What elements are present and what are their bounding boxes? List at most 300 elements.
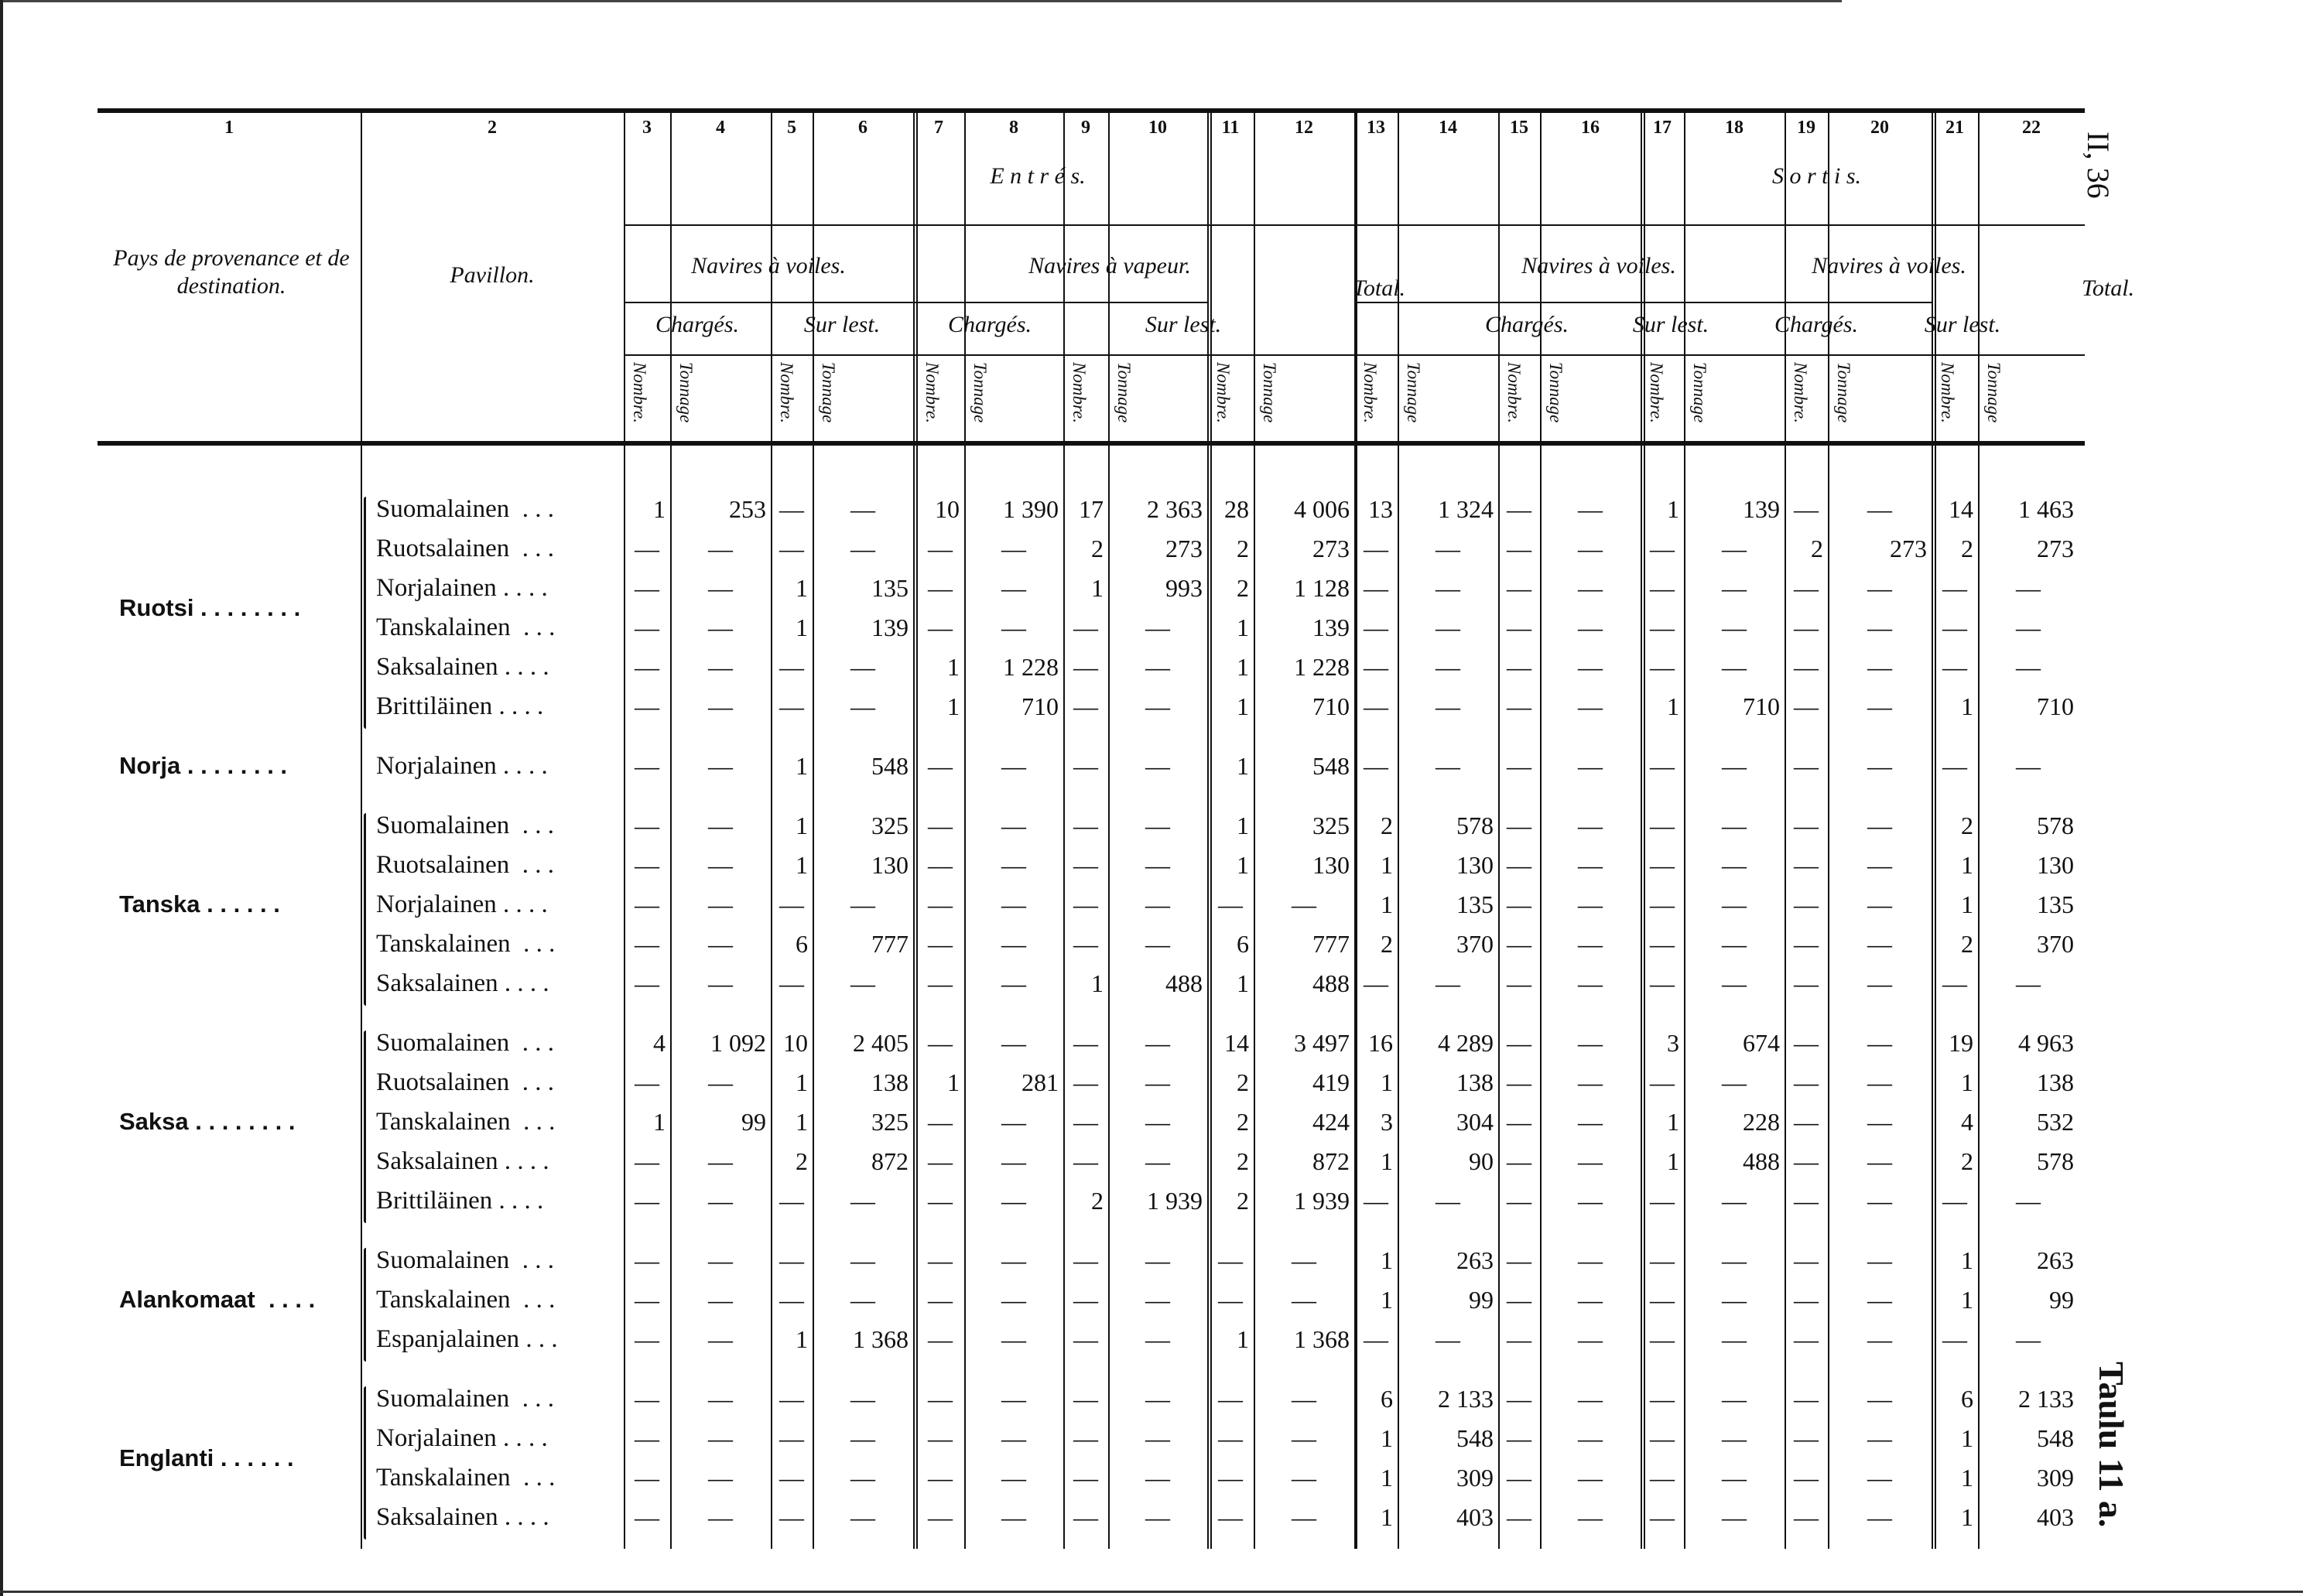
table-cell: — bbox=[1867, 1246, 1892, 1274]
table-cell: — bbox=[708, 535, 733, 562]
table-cell: — bbox=[928, 1424, 953, 1452]
table-cell: — bbox=[1867, 1068, 1892, 1096]
table-cell: 1 bbox=[653, 1108, 666, 1136]
table-cell: — bbox=[1578, 1385, 1603, 1413]
table-cell: — bbox=[1218, 890, 1243, 918]
table-cell: 135 bbox=[871, 574, 909, 602]
table-cell: — bbox=[1364, 969, 1388, 997]
table-cell: — bbox=[1073, 1246, 1098, 1274]
table-cell: 325 bbox=[871, 1108, 909, 1136]
table-cell: — bbox=[1145, 1464, 1170, 1492]
table-cell: — bbox=[1001, 969, 1026, 997]
table-cell: 2 bbox=[1961, 535, 1973, 562]
table-cell: — bbox=[850, 1503, 875, 1531]
table-cell: 548 bbox=[2037, 1424, 2074, 1452]
table-cell: — bbox=[1794, 653, 1819, 681]
table-cell: — bbox=[1507, 1464, 1531, 1492]
table-cell: 14 bbox=[1949, 495, 1973, 523]
table-cell: — bbox=[1001, 1503, 1026, 1531]
table-cell: — bbox=[2016, 969, 2041, 997]
table-cell: 548 bbox=[1312, 752, 1350, 780]
table-cell: — bbox=[1001, 1325, 1026, 1353]
column-number: 12 bbox=[1295, 118, 1313, 138]
table-cell: — bbox=[1650, 1286, 1675, 1314]
table-cell: — bbox=[1507, 851, 1531, 879]
page-edge-bottom bbox=[0, 1591, 2303, 1593]
table-label: Taulu 11 a. bbox=[2092, 1362, 2131, 1528]
table-cell: — bbox=[850, 890, 875, 918]
table-cell: 1 228 bbox=[1003, 653, 1059, 681]
table-cell: — bbox=[928, 1325, 953, 1353]
table-cell: 4 bbox=[1961, 1108, 1973, 1136]
table-cell: — bbox=[708, 1325, 733, 1353]
table-cell: 130 bbox=[871, 851, 909, 879]
table-cell: — bbox=[1507, 1286, 1531, 1314]
sortis-header: S o r t i s. bbox=[1771, 163, 1862, 189]
table-cell: — bbox=[1218, 1424, 1243, 1452]
table-cell: 1 324 bbox=[1438, 495, 1494, 523]
flag-label: Suomalainen . . . bbox=[376, 1029, 555, 1057]
table-cell: — bbox=[2016, 1325, 2041, 1353]
table-cell: 370 bbox=[1456, 930, 1494, 958]
table-cell: — bbox=[1578, 1147, 1603, 1175]
table-cell: — bbox=[1722, 1187, 1747, 1215]
table-cell: — bbox=[635, 890, 659, 918]
surlest-header-1: Sur lest. bbox=[803, 312, 881, 337]
table-cell: 488 bbox=[1312, 969, 1350, 997]
flag-column-header: Pavillon. bbox=[450, 262, 535, 288]
table-cell: 2 bbox=[1961, 1147, 1973, 1175]
table-cell: 138 bbox=[871, 1068, 909, 1096]
table-cell: — bbox=[1722, 1503, 1747, 1531]
table-cell: — bbox=[708, 969, 733, 997]
country-label: Tanska . . . . . . bbox=[119, 890, 280, 918]
table-cell: — bbox=[779, 1385, 804, 1413]
entres-header: E n t r é s. bbox=[990, 163, 1086, 189]
nombre-label: Nombre. bbox=[1504, 362, 1524, 424]
table-cell: — bbox=[1650, 1503, 1675, 1531]
table-cell: — bbox=[779, 1424, 804, 1452]
table-cell: — bbox=[928, 890, 953, 918]
column-number: 3 bbox=[642, 118, 652, 138]
table-cell: — bbox=[1218, 1246, 1243, 1274]
table-cell: — bbox=[1722, 969, 1747, 997]
table-cell: — bbox=[1578, 969, 1603, 997]
table-cell: — bbox=[1650, 1464, 1675, 1492]
charges-header-4: Chargés. bbox=[1774, 312, 1859, 337]
table-cell: — bbox=[1507, 653, 1531, 681]
table-cell: — bbox=[2016, 574, 2041, 602]
column-number: 5 bbox=[787, 118, 796, 138]
table-cell: — bbox=[1794, 1147, 1819, 1175]
column-number: 4 bbox=[716, 118, 725, 138]
table-cell: — bbox=[1001, 613, 1026, 641]
column-number: 11 bbox=[1221, 118, 1240, 138]
table-cell: 263 bbox=[2037, 1246, 2074, 1274]
table-cell: 90 bbox=[1469, 1147, 1494, 1175]
table-cell: — bbox=[1867, 1286, 1892, 1314]
table-cell: — bbox=[850, 1424, 875, 1452]
table-cell: — bbox=[1364, 692, 1388, 720]
table-cell: — bbox=[708, 574, 733, 602]
table-cell: 273 bbox=[1890, 535, 1927, 562]
table-cell: — bbox=[928, 969, 953, 997]
table-cell: — bbox=[1867, 653, 1892, 681]
group-brace bbox=[364, 1386, 366, 1540]
table-cell: — bbox=[928, 930, 953, 958]
table-cell: — bbox=[1507, 613, 1531, 641]
table-cell: — bbox=[1507, 574, 1531, 602]
table-cell: 19 bbox=[1949, 1029, 1973, 1057]
table-cell: — bbox=[850, 495, 875, 523]
table-cell: — bbox=[635, 1325, 659, 1353]
table-cell: — bbox=[1578, 1424, 1603, 1452]
table-cell: — bbox=[635, 613, 659, 641]
table-cell: 1 bbox=[796, 812, 808, 839]
page-label: II, 36 bbox=[2081, 132, 2116, 199]
table-cell: 135 bbox=[1456, 890, 1494, 918]
table-cell: — bbox=[635, 535, 659, 562]
nombre-label: Nombre. bbox=[1360, 362, 1380, 424]
table-cell: — bbox=[1650, 653, 1675, 681]
table-cell: — bbox=[1650, 1068, 1675, 1096]
table-cell: — bbox=[1794, 890, 1819, 918]
column-number: 22 bbox=[2022, 118, 2041, 138]
table-cell: — bbox=[1578, 1286, 1603, 1314]
table-cell: — bbox=[1867, 1503, 1892, 1531]
table-cell: 578 bbox=[2037, 812, 2074, 839]
table-cell: 1 128 bbox=[1294, 574, 1350, 602]
table-cell: — bbox=[1722, 574, 1747, 602]
table-cell: 263 bbox=[1456, 1246, 1494, 1274]
table-cell: — bbox=[635, 1464, 659, 1492]
table-cell: 2 bbox=[1811, 535, 1823, 562]
table-cell: — bbox=[1722, 1286, 1747, 1314]
table-cell: — bbox=[708, 851, 733, 879]
table-cell: — bbox=[708, 1187, 733, 1215]
table-cell: — bbox=[1073, 1147, 1098, 1175]
table-cell: — bbox=[1145, 613, 1170, 641]
table-cell: 777 bbox=[871, 930, 909, 958]
table-cell: — bbox=[1507, 1246, 1531, 1274]
table-cell: — bbox=[1292, 1464, 1316, 1492]
table-cell: — bbox=[1867, 495, 1892, 523]
table-cell: — bbox=[1722, 1464, 1747, 1492]
table-cell: 2 bbox=[1237, 535, 1249, 562]
table-cell: — bbox=[2016, 653, 2041, 681]
table-cell: — bbox=[1867, 969, 1892, 997]
table-cell: — bbox=[1145, 1424, 1170, 1452]
table-cell: — bbox=[1794, 1187, 1819, 1215]
table-cell: 1 bbox=[1961, 1286, 1973, 1314]
table-cell: — bbox=[1578, 613, 1603, 641]
table-cell: — bbox=[1867, 574, 1892, 602]
table-cell: — bbox=[779, 653, 804, 681]
table-cell: 1 bbox=[1381, 851, 1393, 879]
table-cell: 135 bbox=[2037, 890, 2074, 918]
table-cell: — bbox=[1145, 1385, 1170, 1413]
table-cell: — bbox=[1578, 890, 1603, 918]
table-cell: — bbox=[850, 1385, 875, 1413]
table-cell: 4 963 bbox=[2018, 1029, 2074, 1057]
table-cell: — bbox=[1942, 574, 1967, 602]
table-cell: — bbox=[1942, 752, 1967, 780]
table-cell: — bbox=[1145, 1246, 1170, 1274]
table-cell: 403 bbox=[2037, 1503, 2074, 1531]
table-cell: — bbox=[1794, 1325, 1819, 1353]
table-cell: 130 bbox=[1312, 851, 1350, 879]
table-cell: 10 bbox=[935, 495, 960, 523]
group-brace bbox=[364, 497, 366, 729]
table-cell: — bbox=[779, 692, 804, 720]
table-cell: 6 bbox=[1381, 1385, 1393, 1413]
table-cell: 4 006 bbox=[1294, 495, 1350, 523]
table-cell: — bbox=[1794, 1464, 1819, 1492]
table-cell: — bbox=[635, 1503, 659, 1531]
column-number: 20 bbox=[1870, 118, 1889, 138]
table-cell: 14 bbox=[1224, 1029, 1249, 1057]
entres-total-header: Total. bbox=[1352, 275, 1406, 301]
flag-label: Brittiläinen . . . . bbox=[376, 692, 544, 720]
table-cell: — bbox=[1145, 930, 1170, 958]
table-cell: — bbox=[1001, 1147, 1026, 1175]
flag-label: Tanskalainen . . . bbox=[376, 1464, 556, 1492]
table-cell: 2 bbox=[1237, 574, 1249, 602]
table-cell: — bbox=[1145, 653, 1170, 681]
table-cell: — bbox=[1507, 1325, 1531, 1353]
table-cell: — bbox=[1001, 851, 1026, 879]
table-cell: — bbox=[1364, 653, 1388, 681]
table-cell: — bbox=[2016, 752, 2041, 780]
header-bottom-rule bbox=[98, 441, 2085, 446]
table-cell: — bbox=[1507, 1029, 1531, 1057]
table-cell: 253 bbox=[729, 495, 766, 523]
table-cell: — bbox=[708, 1385, 733, 1413]
table-cell: 325 bbox=[871, 812, 909, 839]
table-cell: — bbox=[635, 851, 659, 879]
table-cell: 309 bbox=[2037, 1464, 2074, 1492]
table-cell: — bbox=[1073, 1424, 1098, 1452]
table-cell: — bbox=[1867, 890, 1892, 918]
table-cell: — bbox=[1867, 1108, 1892, 1136]
table-cell: — bbox=[928, 613, 953, 641]
tonnage-label: Tonnage bbox=[819, 362, 838, 423]
entres-voiles-header: Navires à voiles. bbox=[691, 253, 846, 279]
table-cell: — bbox=[1145, 1503, 1170, 1531]
table-cell: — bbox=[1722, 1325, 1747, 1353]
table-cell: — bbox=[1794, 1286, 1819, 1314]
table-cell: 325 bbox=[1312, 812, 1350, 839]
table-cell: — bbox=[1145, 752, 1170, 780]
table-cell: — bbox=[1722, 535, 1747, 562]
table-cell: — bbox=[1292, 1424, 1316, 1452]
table-cell: 138 bbox=[1456, 1068, 1494, 1096]
table-cell: — bbox=[1073, 812, 1098, 839]
table-cell: 4 bbox=[653, 1029, 666, 1057]
sortis-voiles2-header: Navires à voiles. bbox=[1812, 253, 1966, 279]
table-cell: — bbox=[1001, 930, 1026, 958]
table-cell: 488 bbox=[1165, 969, 1203, 997]
table-cell: — bbox=[928, 574, 953, 602]
table-cell: — bbox=[1942, 613, 1967, 641]
table-cell: — bbox=[928, 812, 953, 839]
table-cell: — bbox=[779, 969, 804, 997]
table-cell: 273 bbox=[1312, 535, 1350, 562]
table-cell: — bbox=[850, 1187, 875, 1215]
table-cell: — bbox=[1650, 930, 1675, 958]
table-cell: — bbox=[635, 692, 659, 720]
table-cell: — bbox=[1507, 812, 1531, 839]
table-cell: 532 bbox=[2037, 1108, 2074, 1136]
table-cell: — bbox=[1650, 574, 1675, 602]
table-cell: 2 bbox=[1237, 1068, 1249, 1096]
table-cell: — bbox=[1794, 613, 1819, 641]
table-cell: — bbox=[779, 535, 804, 562]
table-cell: — bbox=[635, 1424, 659, 1452]
table-cell: — bbox=[1364, 613, 1388, 641]
tonnage-label: Tonnage bbox=[1690, 362, 1709, 423]
table-cell: — bbox=[1073, 1503, 1098, 1531]
table-cell: — bbox=[1364, 752, 1388, 780]
table-cell: — bbox=[1578, 1503, 1603, 1531]
table-cell: 4 289 bbox=[1438, 1029, 1494, 1057]
flag-label: Saksalainen . . . . bbox=[376, 1147, 549, 1175]
table-cell: 6 bbox=[796, 930, 808, 958]
table-cell: 309 bbox=[1456, 1464, 1494, 1492]
table-cell: 419 bbox=[1312, 1068, 1350, 1096]
table-cell: — bbox=[1578, 574, 1603, 602]
table-cell: — bbox=[1073, 1068, 1098, 1096]
table-cell: — bbox=[1867, 752, 1892, 780]
table-cell: — bbox=[1001, 1385, 1026, 1413]
table-cell: — bbox=[779, 890, 804, 918]
table-cell: — bbox=[1145, 812, 1170, 839]
surlest-header-2: Sur lest. bbox=[1145, 312, 1222, 337]
table-cell: — bbox=[1436, 752, 1460, 780]
table-cell: — bbox=[635, 1286, 659, 1314]
table-cell: 1 bbox=[796, 752, 808, 780]
table-cell: — bbox=[1292, 1503, 1316, 1531]
table-cell: 1 bbox=[796, 1068, 808, 1096]
table-cell: — bbox=[635, 752, 659, 780]
table-cell: — bbox=[1364, 1187, 1388, 1215]
table-cell: — bbox=[1507, 535, 1531, 562]
table-cell: — bbox=[1578, 1246, 1603, 1274]
table-cell: 1 bbox=[1091, 969, 1104, 997]
table-cell: — bbox=[1578, 1187, 1603, 1215]
column-number: 17 bbox=[1653, 118, 1672, 138]
table-cell: 1 bbox=[1237, 692, 1249, 720]
table-cell: — bbox=[1001, 1464, 1026, 1492]
table-cell: — bbox=[1794, 1424, 1819, 1452]
table-cell: — bbox=[1794, 574, 1819, 602]
table-cell: 1 bbox=[796, 1325, 808, 1353]
table-cell: 2 bbox=[1381, 812, 1393, 839]
table-cell: — bbox=[1650, 969, 1675, 997]
table-cell: 1 463 bbox=[2018, 495, 2074, 523]
table-cell: — bbox=[1001, 1246, 1026, 1274]
table-cell: 1 bbox=[1961, 1464, 1973, 1492]
table-cell: — bbox=[928, 1464, 953, 1492]
table-cell: — bbox=[1507, 969, 1531, 997]
table-cell: 1 bbox=[1381, 1424, 1393, 1452]
table-cell: — bbox=[1578, 495, 1603, 523]
table-cell: — bbox=[1867, 613, 1892, 641]
table-cell: — bbox=[1001, 890, 1026, 918]
table-cell: 2 bbox=[1961, 930, 1973, 958]
table-cell: 1 bbox=[653, 495, 666, 523]
table-cell: — bbox=[1867, 930, 1892, 958]
table-cell: — bbox=[1001, 1029, 1026, 1057]
table-cell: — bbox=[779, 1464, 804, 1492]
table-cell: 2 bbox=[1381, 930, 1393, 958]
column-number: 18 bbox=[1725, 118, 1744, 138]
table-cell: 1 bbox=[1381, 1068, 1393, 1096]
table-cell: — bbox=[850, 969, 875, 997]
table-cell: — bbox=[708, 890, 733, 918]
table-cell: — bbox=[1507, 1187, 1531, 1215]
table-cell: — bbox=[850, 1464, 875, 1492]
table-cell: 1 390 bbox=[1003, 495, 1059, 523]
table-cell: — bbox=[1794, 752, 1819, 780]
column-number: 15 bbox=[1510, 118, 1528, 138]
table-cell: 1 bbox=[1961, 1068, 1973, 1096]
table-cell: 1 368 bbox=[853, 1325, 909, 1353]
table-cell: — bbox=[1364, 535, 1388, 562]
table-cell: — bbox=[850, 1286, 875, 1314]
flag-label: Norjalainen . . . . bbox=[376, 890, 548, 918]
table-cell: — bbox=[1364, 574, 1388, 602]
table-cell: — bbox=[928, 1286, 953, 1314]
tonnage-label: Tonnage bbox=[1404, 362, 1423, 423]
table-cell: — bbox=[850, 653, 875, 681]
table-cell: — bbox=[708, 752, 733, 780]
table-cell: — bbox=[1794, 692, 1819, 720]
charges-header-2: Chargés. bbox=[947, 312, 1032, 337]
table-cell: — bbox=[1867, 1187, 1892, 1215]
table-cell: 403 bbox=[1456, 1503, 1494, 1531]
table-cell: 578 bbox=[1456, 812, 1494, 839]
table-cell: — bbox=[1507, 1108, 1531, 1136]
table-cell: 1 bbox=[796, 851, 808, 879]
table-cell: — bbox=[779, 1286, 804, 1314]
table-cell: 2 bbox=[1961, 812, 1973, 839]
table-cell: — bbox=[1436, 692, 1460, 720]
column-number: 14 bbox=[1439, 118, 1457, 138]
entres-vapeur-header: Navires à vapeur. bbox=[1028, 253, 1191, 279]
table-cell: 2 bbox=[1237, 1108, 1249, 1136]
table-cell: — bbox=[1650, 1385, 1675, 1413]
table-cell: — bbox=[708, 653, 733, 681]
table-cell: — bbox=[635, 930, 659, 958]
table-cell: — bbox=[1578, 1068, 1603, 1096]
table-cell: 993 bbox=[1165, 574, 1203, 602]
table-cell: — bbox=[1867, 812, 1892, 839]
table-cell: — bbox=[1650, 851, 1675, 879]
table-cell: — bbox=[1794, 851, 1819, 879]
table-cell: — bbox=[1650, 535, 1675, 562]
table-cell: — bbox=[708, 1286, 733, 1314]
tonnage-label: Tonnage bbox=[1546, 362, 1566, 423]
table-cell: 1 bbox=[1237, 969, 1249, 997]
table-cell: — bbox=[1145, 1286, 1170, 1314]
table-cell: 1 bbox=[1381, 1503, 1393, 1531]
table-cell: — bbox=[1145, 1147, 1170, 1175]
table-cell: — bbox=[1145, 851, 1170, 879]
table-cell: — bbox=[1073, 1464, 1098, 1492]
table-cell: — bbox=[1722, 812, 1747, 839]
table-cell: 2 bbox=[1091, 535, 1104, 562]
